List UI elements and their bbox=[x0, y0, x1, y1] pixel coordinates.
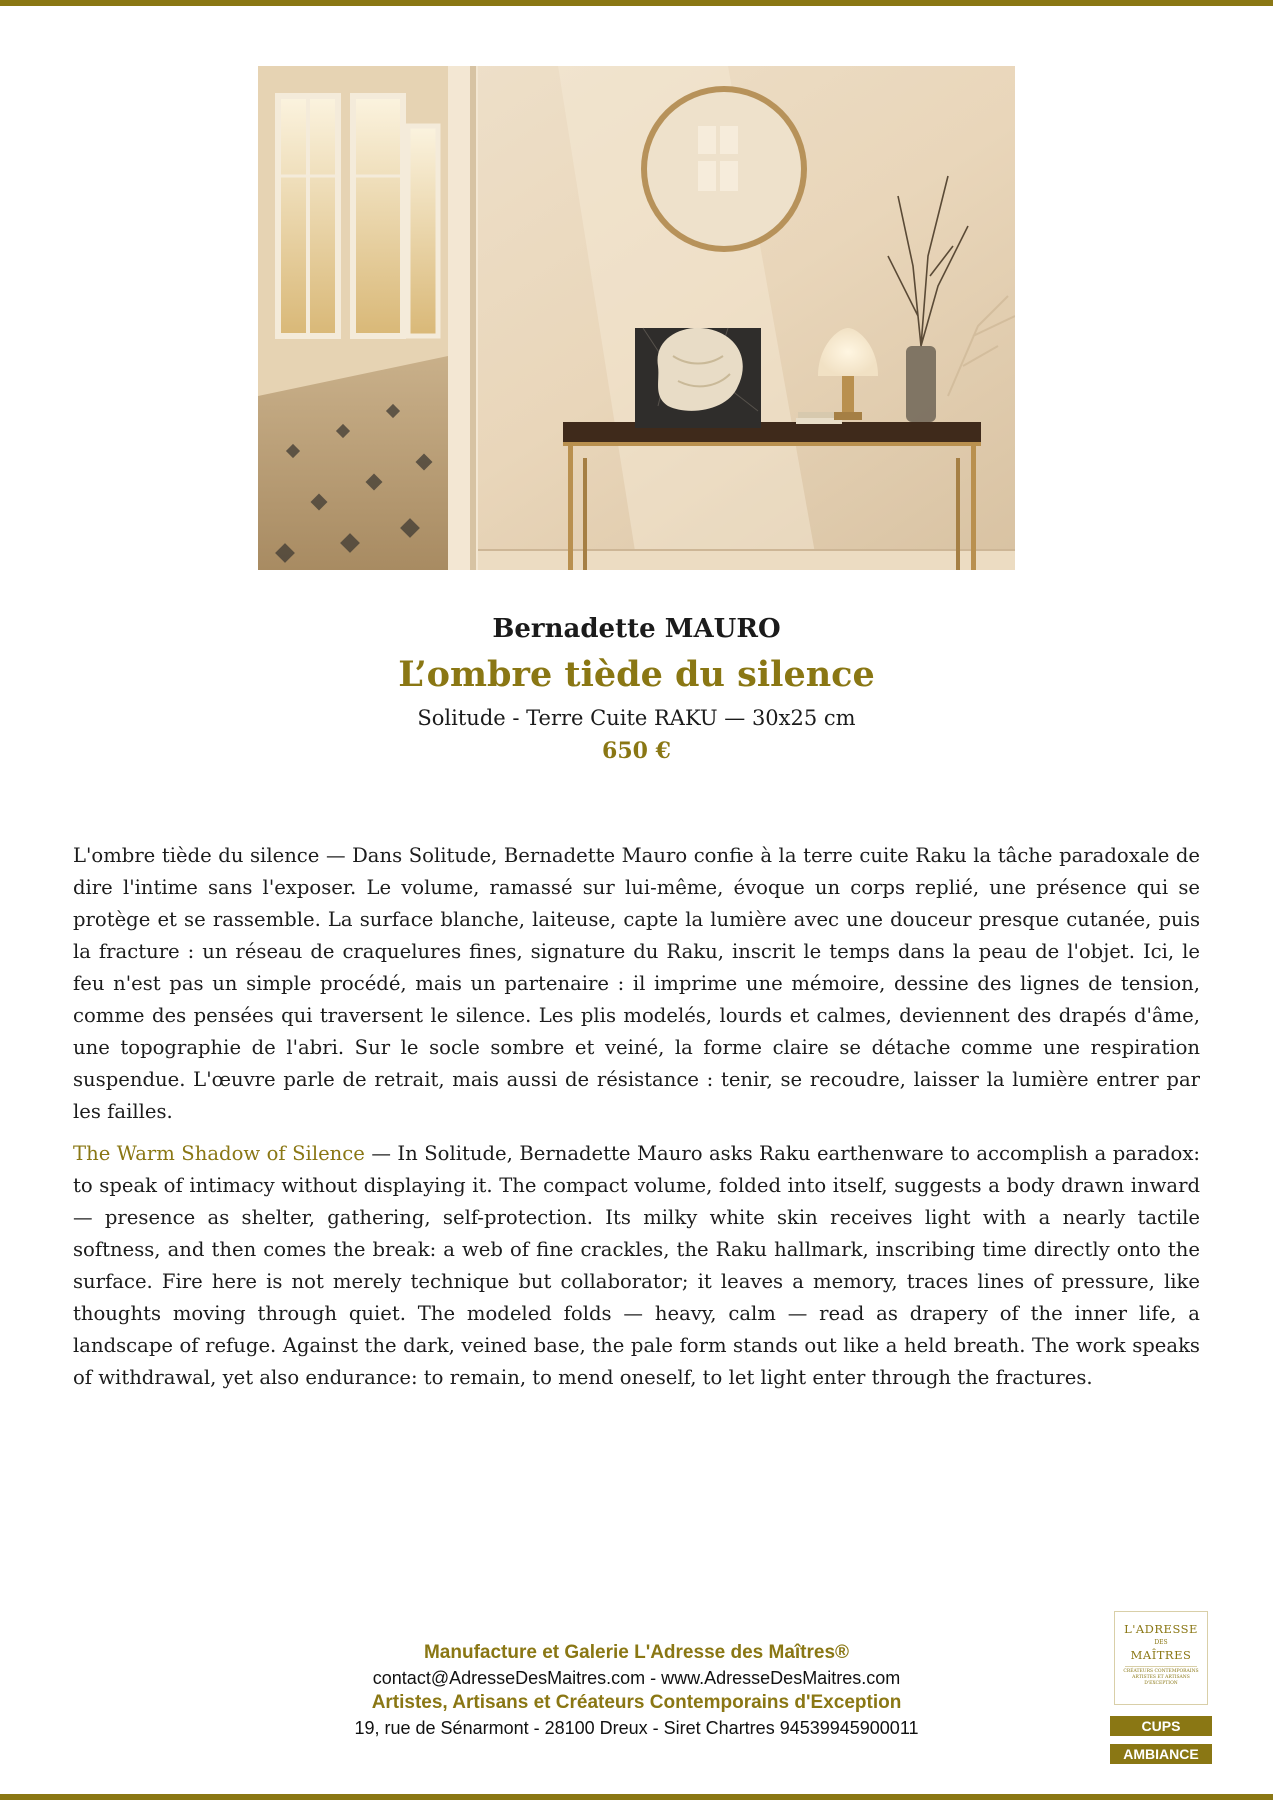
logo-line-1: L'ADRESSE bbox=[1124, 1622, 1198, 1636]
description bbox=[73, 840, 1200, 1404]
logo-line-4: CRÉATEURS CONTEMPORAINS ARTISTES ET ARTISANS D'EXCEPTION bbox=[1123, 1669, 1199, 1686]
bottom-border bbox=[0, 1794, 1273, 1800]
description-en-text: — In Solitude, Bernadette Mauro asks Raku earthenware to accomplish a paradox: to speak of intimacy without displaying it. The compact volume, folded into itself, suggests a body drawn inward — presence as shelter, gathering, self-protection. Its milky white skin receives light with a nearly tactile softness, and then comes the break: a web of fine crackles, the Raku hallmark, inscribing time directly onto the surface. Fire here is not merely technique but collaborator; it leaves a memory, traces lines of pressure, like thoughts moving through quiet. The modeled folds — heavy, calm — read as drapery of the inner life, a landscape of refuge. Against the dark, veined base, the pale form stands out like a held breath. The work speaks of withdrawal, yet also endurance: to remain, to mend oneself, to let light enter through the fractures. bbox=[73, 1142, 1200, 1389]
artwork-details: Solitude - Terre Cuite RAKU — 30x25 cm bbox=[417, 706, 856, 730]
footer-company: Manufacture et Galerie L'Adresse des Maîtres® bbox=[423, 1642, 850, 1663]
logo-divider bbox=[1125, 1666, 1197, 1667]
cups-tag: CUPS bbox=[1110, 1716, 1212, 1736]
artwork-title: L’ombre tiède du silence bbox=[398, 654, 875, 695]
artwork-photo bbox=[258, 66, 1015, 570]
footer bbox=[250, 1640, 1023, 1740]
ambiance-tag: AMBIANCE bbox=[1110, 1744, 1212, 1764]
artwork-price: 650 € bbox=[602, 738, 671, 764]
footer-address: 19, rue de Sénarmont - 28100 Dreux - Siret Chartres 94539945900011 bbox=[354, 1718, 919, 1738]
description-en-title: The Warm Shadow of Silence bbox=[73, 1142, 365, 1165]
description-en bbox=[73, 1138, 1200, 1394]
footer-tagline: Artistes, Artisans et Créateurs Contemporains d'Exception bbox=[371, 1692, 902, 1713]
top-border bbox=[0, 0, 1273, 6]
artist-name: Bernadette MAURO bbox=[492, 614, 781, 644]
description-fr: L'ombre tiède du silence — Dans Solitude, Bernadette Mauro confie à la terre cuite Raku la tâche paradoxale de dire l'intime sans l'exposer. Le volume, ramassé sur lui-même, évoque un corps replié, une présence qui se protège et se rassemble. La surface blanche, laiteuse, capte la lumière avec une douceur presque cutanée, puis la fracture : un réseau de craquelures fines, signature du Raku, inscrit le temps dans la peau de l'objet. Ici, le feu n'est pas un simple procédé, mais un partenaire : il imprime une mémoire, dessine des lignes de tension, comme des pensées qui traversent le silence. Les plis modelés, lourds et calmes, deviennent des drapés d'âme, une topographie de l'abri. Sur le socle sombre et veiné, la forme claire se détache comme une respiration suspendue. L'œuvre parle de retrait, mais aussi de résistance : tenir, se recoudre, laisser la lumière entrer par les failles. bbox=[73, 844, 1200, 1123]
logo-line-3: MAÎTRES bbox=[1130, 1648, 1192, 1662]
gallery-logo bbox=[1114, 1611, 1208, 1705]
interior-photo-sculpture-on-console-table bbox=[258, 66, 1015, 570]
footer-contact: contact@AdresseDesMaitres.com - www.AdresseDesMaitres.com bbox=[372, 1668, 901, 1688]
logo-line-2: DES bbox=[1154, 1639, 1168, 1646]
